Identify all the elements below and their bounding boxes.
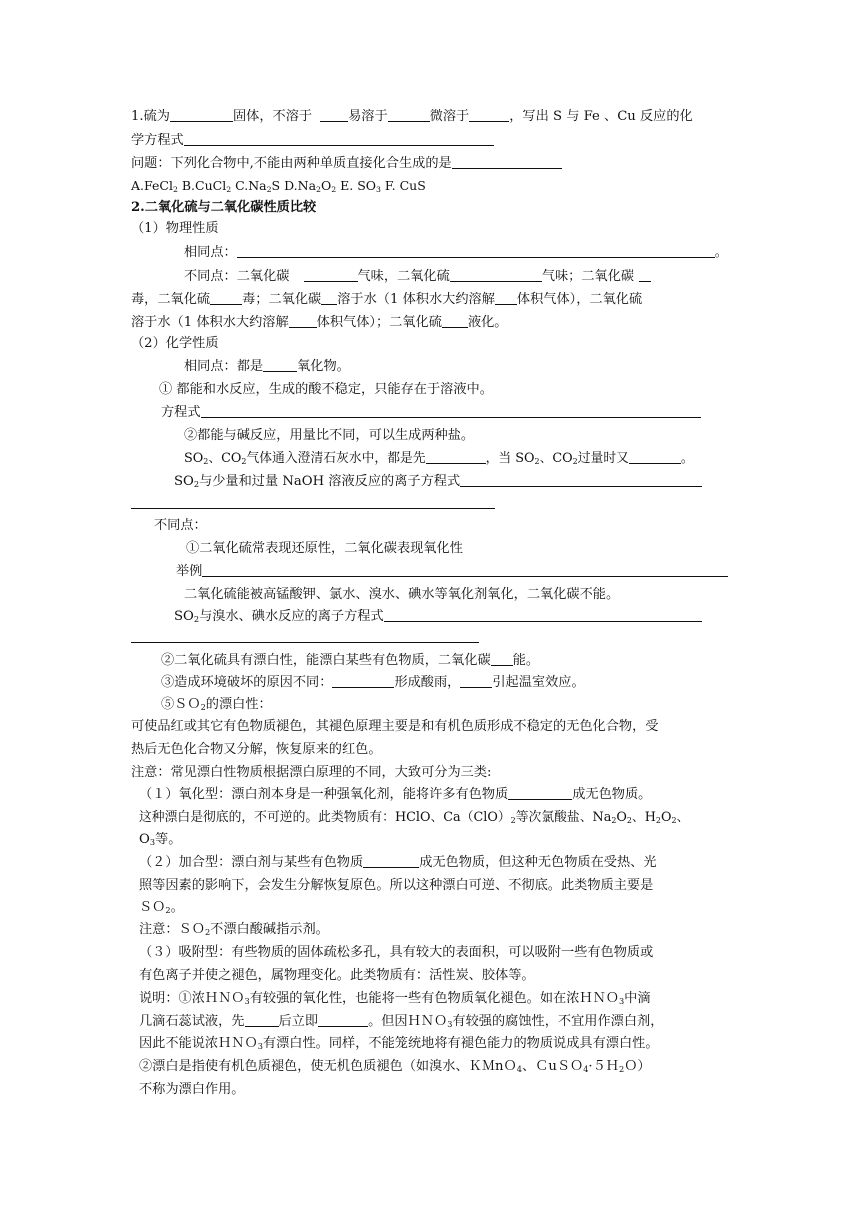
t3-1: （３）吸附型：有些物质的固体疏松多孔，具有较大的表面积，可以吸附一些有色物质或: [139, 945, 654, 960]
blank[interactable]: [452, 154, 562, 169]
q1-line1: [131, 107, 693, 127]
blank[interactable]: [210, 290, 242, 305]
blank[interactable]: [320, 107, 348, 122]
d5: ⑤ＳＯ$_2$的漂白性：: [161, 697, 272, 713]
blank[interactable]: [263, 357, 297, 372]
chem-heading: （2）化学性质: [131, 336, 219, 351]
text: 微溶于: [429, 109, 470, 124]
t1-3: $O_3$等。: [139, 832, 182, 848]
d3: ③造成环境破坏的原因不同： 形成酸雨， 引起温室效应。: [161, 675, 585, 690]
t2-3: ＳＯ$_2$。: [139, 900, 184, 916]
blank[interactable]: [450, 267, 542, 282]
ex5: 不称为漂白作用。: [139, 1082, 245, 1097]
item2: ②都能与碱反应，用量比不同，可以生成两种盐。: [184, 428, 475, 443]
blank[interactable]: [491, 651, 513, 666]
note2: 注意：ＳＯ$_2$不漂白酸碱指示剂。: [139, 922, 329, 938]
diff-line1: 不同点：二氧化碳 气味，二氧化硫 气味；二氧化碳: [184, 267, 651, 287]
blank[interactable]: [363, 853, 419, 868]
diff-line2: 毒，二氧化硫 毒；二氧化碳 溶于水（1 体积水大约溶解 体积气体），二氧化硫: [131, 292, 643, 307]
blank[interactable]: [202, 562, 728, 577]
blank[interactable]: [245, 1012, 279, 1027]
text: 问题：下列化合物中,不能由两种单质直接化合生成的是: [131, 156, 452, 171]
diff-label: 不同点：: [154, 518, 207, 533]
blank[interactable]: [318, 1012, 368, 1027]
blank[interactable]: [460, 472, 702, 487]
naoh-line: $SO_2$与少量和过量 NaOH 溶液反应的离子方程式: [174, 472, 702, 492]
t3-2: 有色离子并使之褪色，属物理变化。此类物质有：活性炭、胶体等。: [139, 968, 535, 983]
blank[interactable]: [442, 313, 468, 328]
blank[interactable]: [201, 403, 701, 418]
diff-line3: 溶于水（1 体积水大约溶解 体积气体）；二氧化硫 液化。: [131, 315, 508, 330]
blank[interactable]: [460, 673, 492, 688]
t1: （１）氧化型：漂白剂本身是一种强氧化剂，能将许多有色物质 成无色物质。: [139, 787, 652, 802]
answer-rule[interactable]: [131, 642, 479, 643]
phys-heading: （1）物理性质: [131, 221, 219, 236]
ex1: 说明：①浓ＨＮＯ$_3$有较强的氧化性，也能将一些有色物质氧化褪色。如在浓ＨＮＯ$_3$中滴: [139, 991, 651, 1007]
q1-line2: [131, 131, 494, 151]
d1: ①二氧化硫常表现还原性，二氧化碳表现氧化性: [186, 541, 463, 556]
blank[interactable]: [388, 107, 430, 122]
blank[interactable]: [426, 449, 486, 464]
text: 学方程式: [131, 133, 184, 148]
t2: （２）加合型：漂白剂与某些有色物质 成无色物质，但这种无色物质在受热、光: [139, 855, 657, 870]
text: ，写出 S 与 Fe 、Cu 反应的化: [509, 109, 693, 124]
answer-rule[interactable]: [131, 508, 495, 509]
blank[interactable]: [304, 267, 358, 282]
blank[interactable]: [469, 107, 509, 122]
blank[interactable]: [321, 290, 337, 305]
item1: ① 都能和水反应，生成的酸不稳定，只能存在于溶液中。: [159, 382, 493, 397]
ex3: 因此不能说浓ＨＮＯ$_3$有漂白性。同样，不能笼统地将有褪色能力的物质说成具有漂白性。: [139, 1036, 659, 1052]
blank[interactable]: [184, 131, 494, 146]
blank[interactable]: [495, 290, 517, 305]
blank[interactable]: [384, 607, 702, 622]
p2: 热后无色化合物又分解，恢复原来的红色。: [131, 742, 382, 757]
br-line: $SO_2$与溴水、碘水反应的离子方程式: [174, 607, 702, 627]
d1b: 二氧化硫能被高锰酸钾、氯水、溴水、碘水等氧化剂氧化，二氧化碳不能。: [184, 587, 620, 602]
section-title: 2.二氧化硫与二氧化碳性质比较: [131, 200, 317, 215]
example-line: 举例: [176, 562, 728, 582]
lime-line: $SO_2$、$CO_2$气体通入澄清石灰水中，都是先 ，当 $SO_2$、$CO_2$过量时又 。: [184, 451, 694, 466]
same-line: 相同点： 。: [184, 245, 728, 260]
blank[interactable]: [289, 313, 317, 328]
eq-line: 方程式: [161, 403, 701, 423]
text: 固体，不溶于: [232, 109, 313, 124]
t2-2: 照等因素的影响下，会发生分解恢复原色。所以这种漂白可逆、不彻底。此类物质主要是: [139, 878, 654, 893]
p1: 可使品红或其它有色物质褪色，其褪色原理主要是和有机色质形成不稳定的无色化合物，受: [131, 719, 659, 734]
blank[interactable]: [170, 107, 233, 122]
q1-options: A.FeCl$_2$ B.CuCl$_2$ $C.Na_2S$ $D.Na_2O_2$ E. $SO_3$ F. CuS: [131, 178, 426, 194]
note: 注意：常见漂白性物质根据漂白原理的不同，大致可分为三类:: [131, 765, 492, 780]
t1-2: 这种漂白是彻底的，不可逆的。此类物质有：HClO、$Ca(ClO)_2$等次氯酸盐、$Na_2O_2$、$H_2O_2$、: [139, 810, 690, 825]
text: 1.硫为: [131, 109, 170, 124]
blank[interactable]: [237, 243, 715, 258]
chem-same: 相同点：都是 氧化物。: [184, 359, 350, 374]
blank[interactable]: [332, 673, 394, 688]
ex2: 几滴石蕊试液，先 后立即 。但因ＨＮＯ$_3$有较强的腐蚀性，不宜用作漂白剂，: [139, 1014, 664, 1030]
blank[interactable]: [629, 449, 681, 464]
text: 易溶于: [348, 109, 388, 124]
q1-question: [131, 154, 562, 174]
blank[interactable]: [639, 267, 651, 282]
ex4: ②漂白是指使有机色质褪色，使无机色质褪色（如溴水、ＫＭnＯ$_4$、ＣuＳＯ$_4$·５Ｈ$_2$Ｏ）: [139, 1059, 651, 1075]
d2: ②二氧化硫具有漂白性，能漂白某些有色物质，二氧化碳 能。: [161, 653, 540, 668]
blank[interactable]: [508, 785, 572, 800]
